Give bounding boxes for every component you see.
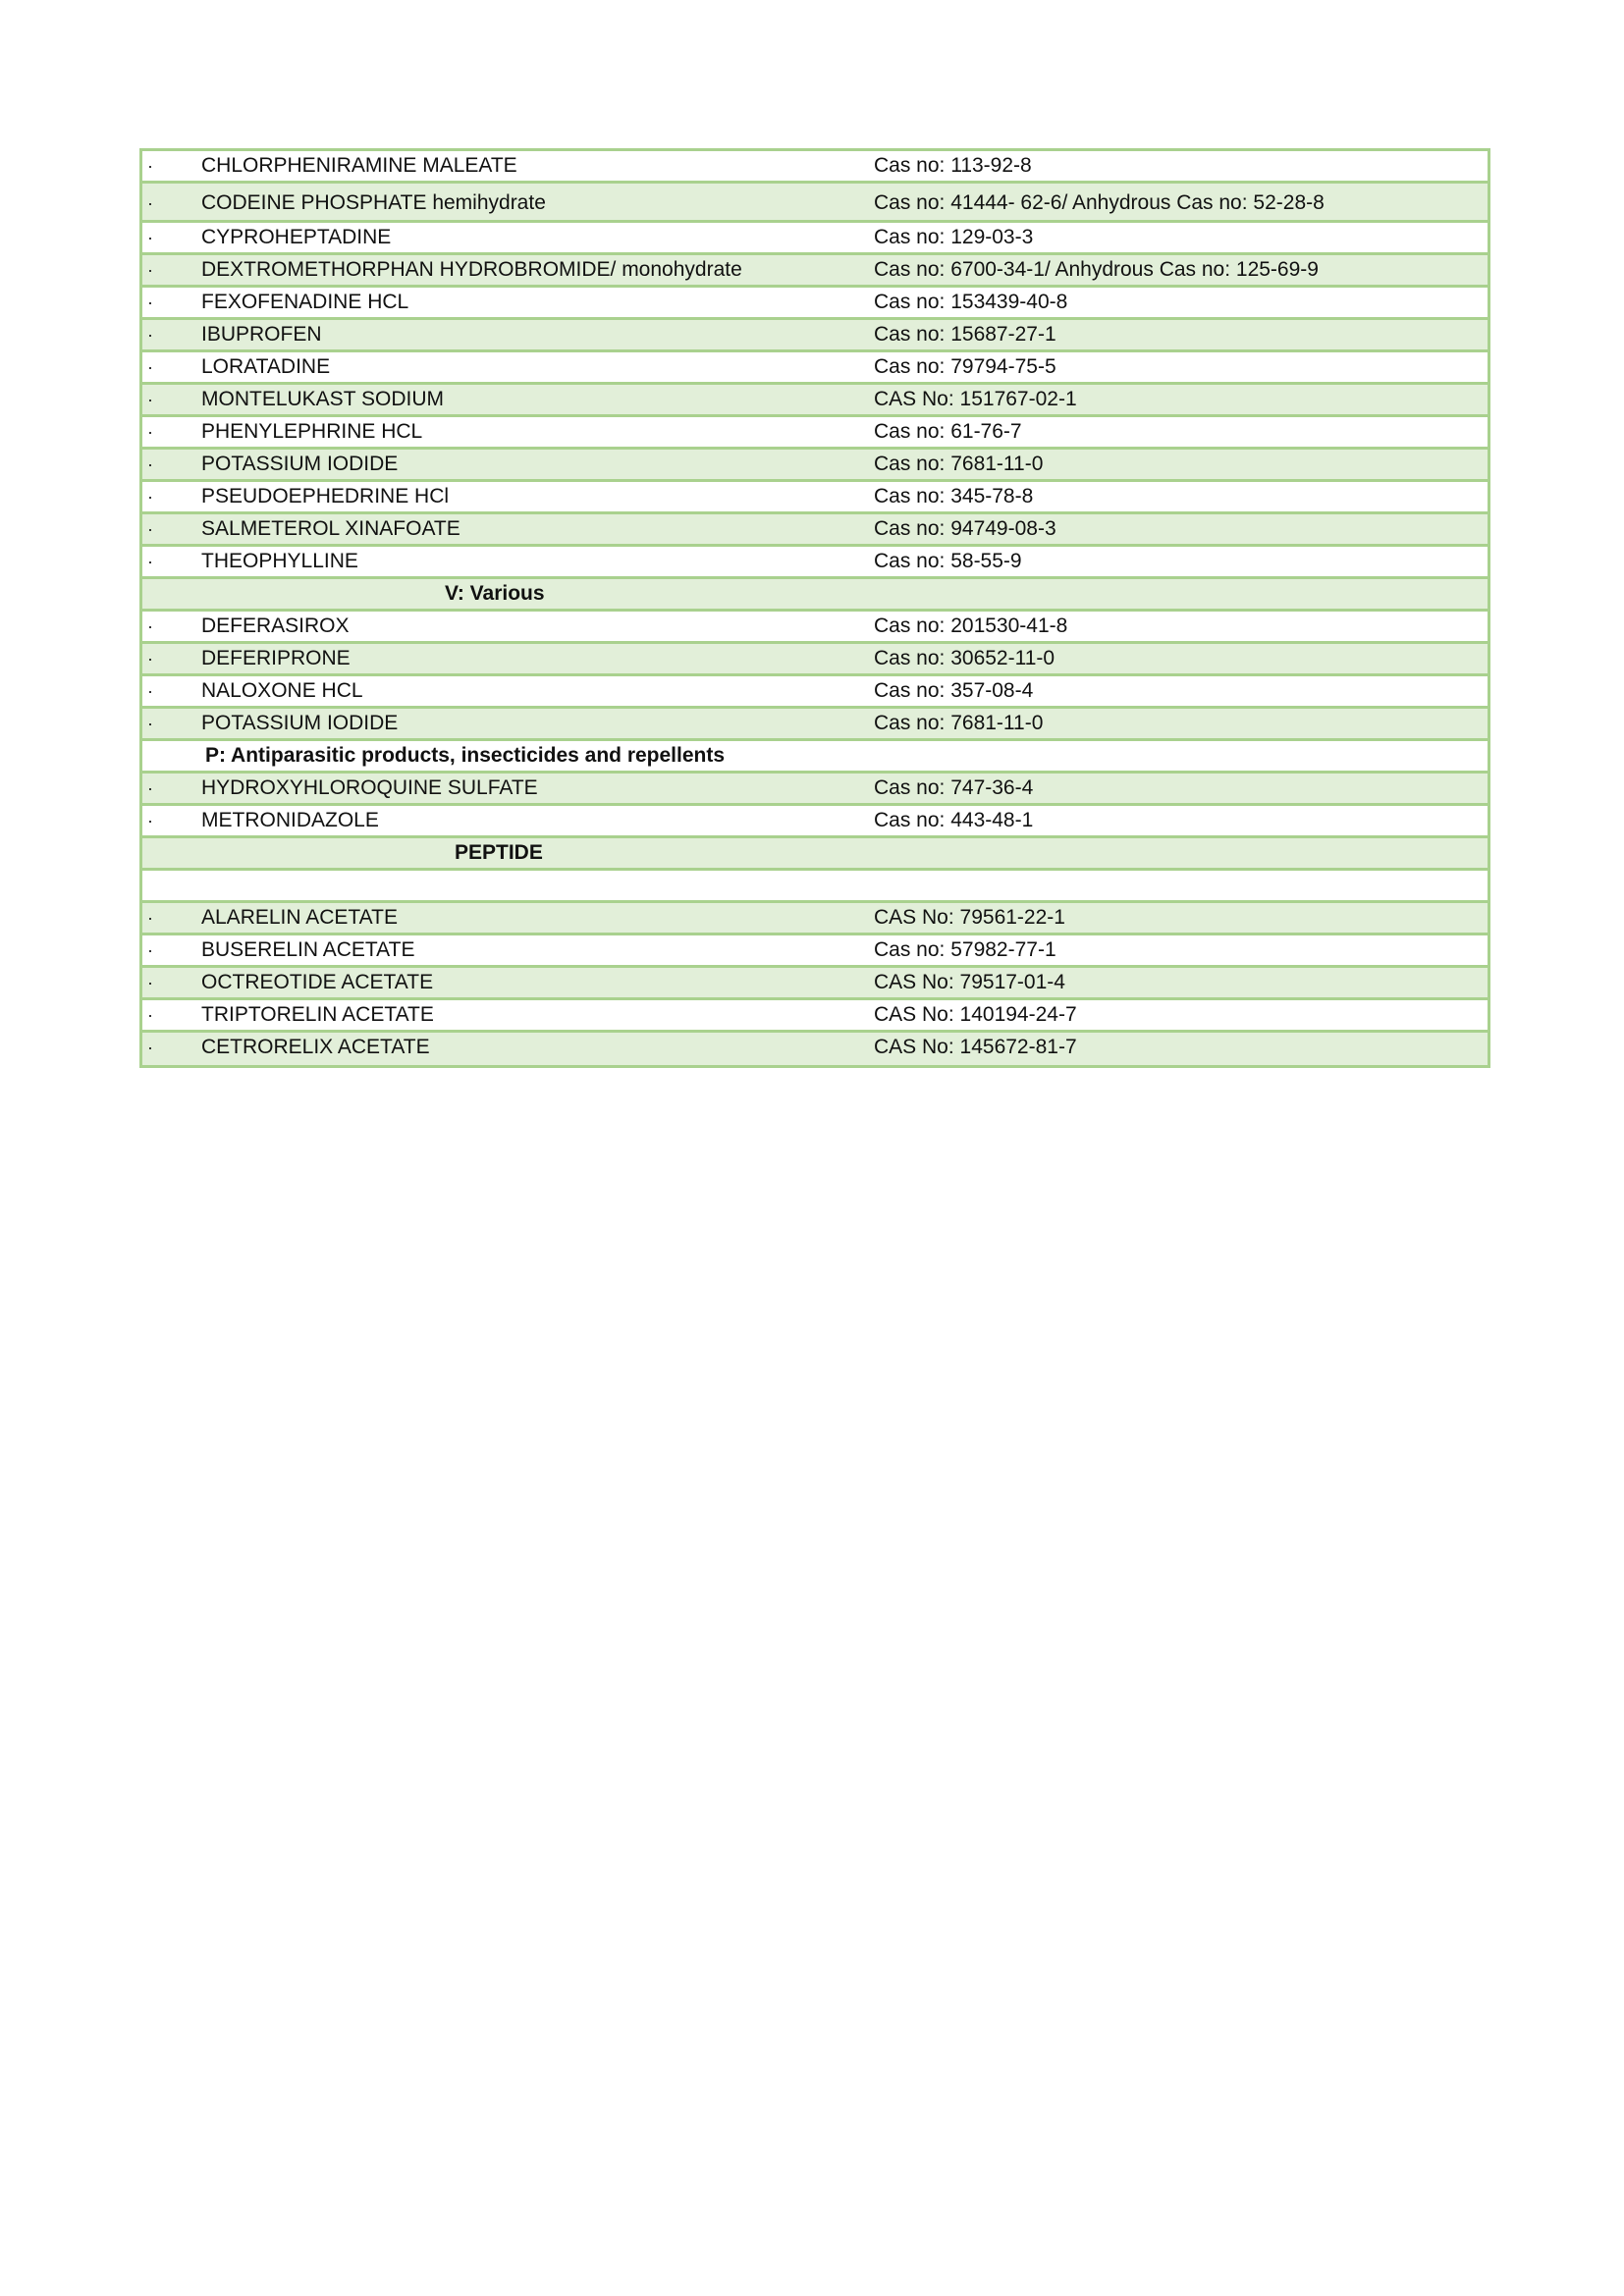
bullet-marker: · [147,714,153,733]
compound-name: IBUPROFEN [201,323,322,346]
table-row [142,968,1488,1000]
section-heading: V: Various [445,582,545,605]
cas-number: Cas no: 61-76-7 [874,420,1022,443]
compound-name: NALOXONE HCL [201,679,363,702]
cas-number: Cas no: 41444- 62-6/ Anhydrous Cas no: 52-28-8 [874,191,1325,214]
cas-number: CAS No: 145672-81-7 [874,1036,1077,1058]
compound-name: PSEUDOEPHEDRINE HCl [201,485,450,507]
cas-number: Cas no: 6700-34-1/ Anhydrous Cas no: 125-69-9 [874,258,1319,281]
bullet-marker: · [147,487,153,507]
table-row [142,450,1488,482]
cas-number: Cas no: 113-92-8 [874,154,1032,177]
section-heading-row [142,579,1488,612]
compound-name: CODEINE PHOSPHATE hemihydrate [201,191,546,214]
cas-number: Cas no: 15687-27-1 [874,323,1056,346]
cas-number: Cas no: 357-08-4 [874,679,1034,702]
compound-name: SALMETEROL XINAFOATE [201,517,460,540]
chemical-list-table [139,148,1490,1068]
table-row [142,151,1488,184]
table-row [142,352,1488,385]
cas-number: Cas no: 747-36-4 [874,776,1034,799]
compound-name: PHENYLEPHRINE HCL [201,420,423,443]
cas-number: Cas no: 443-48-1 [874,809,1034,831]
table-row [142,482,1488,514]
section-heading-row [142,838,1488,871]
table-row [142,806,1488,838]
compound-name: DEFERASIROX [201,614,350,637]
bullet-marker: · [147,649,153,668]
cas-number: Cas no: 58-55-9 [874,550,1022,572]
bullet-marker: · [147,681,153,701]
table-row [142,288,1488,320]
bullet-marker: · [147,193,153,213]
bullet-marker: · [147,778,153,798]
compound-name: HYDROXYHLOROQUINE SULFATE [201,776,538,799]
table-row [142,547,1488,579]
compound-name: OCTREOTIDE ACETATE [201,971,434,993]
cas-number: Cas no: 57982-77-1 [874,938,1056,961]
compound-name: POTASSIUM IODIDE [201,453,399,475]
bullet-marker: · [147,293,153,312]
table-row [142,255,1488,288]
compound-name: DEXTROMETHORPHAN HYDROBROMIDE/ monohydrate [201,258,742,281]
bullet-marker: · [147,908,153,928]
compound-name: CYPROHEPTADINE [201,226,392,248]
table-row [142,709,1488,741]
table-row [142,223,1488,255]
table-row [142,514,1488,547]
bullet-marker: · [147,156,153,176]
cas-number: CAS No: 79517-01-4 [874,971,1065,993]
bullet-marker: · [147,811,153,830]
bullet-marker: · [147,552,153,571]
table-row [142,1033,1488,1065]
bullet-marker: · [147,616,153,636]
table-row [142,612,1488,644]
bullet-marker: · [147,454,153,474]
compound-name: FEXOFENADINE HCL [201,291,409,313]
table-row [142,320,1488,352]
compound-name: POTASSIUM IODIDE [201,712,399,734]
cas-number: Cas no: 153439-40-8 [874,291,1068,313]
cas-number: Cas no: 94749-08-3 [874,517,1056,540]
bullet-marker: · [147,1005,153,1025]
cas-number: Cas no: 30652-11-0 [874,647,1056,669]
compound-name: LORATADINE [201,355,331,378]
cas-number: Cas no: 201530-41-8 [874,614,1068,637]
compound-name: TRIPTORELIN ACETATE [201,1003,434,1026]
section-heading-row [142,741,1488,774]
bullet-marker: · [147,260,153,280]
cas-number: CAS No: 79561-22-1 [874,906,1065,929]
compound-name: THEOPHYLLINE [201,550,358,572]
empty-row [142,871,1488,903]
bullet-marker: · [147,325,153,345]
cas-number: Cas no: 79794-75-5 [874,355,1056,378]
compound-name: BUSERELIN ACETATE [201,938,415,961]
table-row [142,385,1488,417]
bullet-marker: · [147,228,153,247]
cas-number: Cas no: 345-78-8 [874,485,1034,507]
table-row [142,184,1488,223]
bullet-marker: · [147,519,153,539]
compound-name: DEFERIPRONE [201,647,351,669]
bullet-marker: · [147,973,153,992]
table-row [142,774,1488,806]
cas-number: CAS No: 151767-02-1 [874,388,1077,410]
cas-number: Cas no: 7681-11-0 [874,712,1044,734]
bullet-marker: · [147,422,153,442]
compound-name: METRONIDAZOLE [201,809,379,831]
compound-name: CHLORPHENIRAMINE MALEATE [201,154,517,177]
cas-number: Cas no: 7681-11-0 [874,453,1044,475]
bullet-marker: · [147,390,153,409]
compound-name: MONTELUKAST SODIUM [201,388,444,410]
table-row [142,676,1488,709]
bullet-marker: · [147,357,153,377]
table-row [142,644,1488,676]
bullet-marker: · [147,940,153,960]
compound-name: CETRORELIX ACETATE [201,1036,430,1058]
compound-name: ALARELIN ACETATE [201,906,398,929]
cas-number: CAS No: 140194-24-7 [874,1003,1077,1026]
table-row [142,417,1488,450]
table-row [142,903,1488,935]
bullet-marker: · [147,1038,153,1057]
cas-number: Cas no: 129-03-3 [874,226,1034,248]
section-heading: PEPTIDE [455,841,543,864]
table-row [142,1000,1488,1033]
section-heading: P: Antiparasitic products, insecticides and repellents [205,744,726,767]
table-row [142,935,1488,968]
